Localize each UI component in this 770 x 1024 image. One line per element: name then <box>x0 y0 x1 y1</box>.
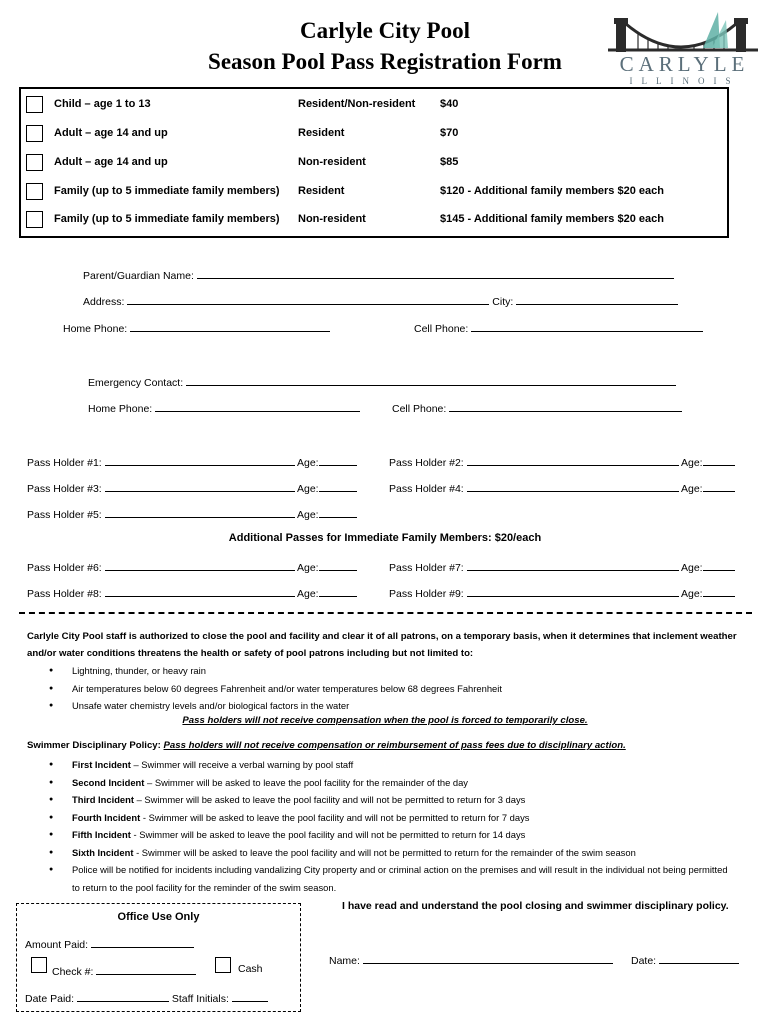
form-subtitle: Season Pool Pass Registration Form <box>208 49 562 74</box>
address-field[interactable] <box>127 293 489 305</box>
pass-price: $145 - Additional family members $20 each <box>440 213 664 225</box>
age-label: Age: <box>680 588 703 600</box>
closing-policy-intro: Carlyle City Pool staff is authorized to close the pool and facility and clear it of all patrons, on a temporary basis, when it determines that inclement weather and/or water conditions threatens the health or safety of pool patrons including but not limited to: <box>27 631 737 659</box>
discipline-note: Pass holders will not receive compensation or reimbursement of pass fees due to disciplinary action. <box>163 740 626 751</box>
age-field[interactable] <box>319 559 357 571</box>
additional-passes-heading: Additional Passes for Immediate Family Members: $20/each <box>228 532 542 544</box>
city-field[interactable] <box>516 293 678 305</box>
emergency-contact-field[interactable] <box>186 374 676 386</box>
pass-residency: Non-resident <box>298 213 366 225</box>
incident-item: ● Second Incident – Swimmer will be asked to leave the pool facility for the remainder of the day <box>27 774 747 792</box>
age-label: Age: <box>680 562 703 574</box>
age-label: Age: <box>680 457 703 469</box>
pass-option-row <box>21 93 727 115</box>
age-field[interactable] <box>319 585 357 597</box>
age-label: Age: <box>680 483 703 495</box>
police-notice: ● Police will be notified for incidents including vandalizing City property and or criminal action on the premises and will result in the individual not being permitted to return to the pool facility for the reminder of the swim season. <box>27 861 747 896</box>
section-divider <box>19 612 752 614</box>
pass-price: $120 - Additional family members $20 each <box>440 185 664 197</box>
age-label: Age: <box>296 457 319 469</box>
discipline-label: Swimmer Disciplinary Policy: <box>27 740 161 751</box>
pass-holder-name-field[interactable] <box>105 559 295 571</box>
home-phone-line <box>63 320 330 335</box>
pass-holder-label: Pass Holder #4: <box>389 483 464 495</box>
age-label: Age: <box>296 483 319 495</box>
pass-holder-label: Pass Holder #8: <box>27 588 102 600</box>
closing-conditions-list <box>27 662 747 715</box>
logo-subtext: ILLINOIS <box>629 76 740 86</box>
pass-option-checkbox[interactable] <box>26 125 43 142</box>
age-label: Age: <box>296 509 319 521</box>
emergency-cell-phone-field[interactable] <box>449 400 682 412</box>
amount-paid-line <box>25 936 194 951</box>
acknowledgement-statement: I have read and understand the pool closing and swimmer disciplinary policy. <box>342 900 729 912</box>
bridge-icon <box>608 12 758 52</box>
age-field[interactable] <box>703 585 735 597</box>
guardian-name-field[interactable] <box>197 267 674 279</box>
pass-holder-label: Pass Holder #1: <box>27 457 102 469</box>
pass-holder-label: Pass Holder #3: <box>27 483 102 495</box>
pass-option-row <box>21 208 727 230</box>
guardian-name-label: Parent/Guardian Name: <box>83 270 194 282</box>
cell-phone-field[interactable] <box>471 320 703 332</box>
age-field[interactable] <box>319 480 357 492</box>
pass-residency: Non-resident <box>298 156 366 168</box>
pass-holder-6 <box>27 559 357 574</box>
pass-holder-name-field[interactable] <box>105 480 295 492</box>
age-field[interactable] <box>703 559 735 571</box>
pass-option-checkbox[interactable] <box>26 183 43 200</box>
name-field[interactable] <box>363 952 613 964</box>
date-paid-label: Date Paid: <box>25 993 75 1005</box>
amount-paid-label: Amount Paid: <box>25 939 89 951</box>
pass-option-checkbox[interactable] <box>26 154 43 171</box>
age-label: Age: <box>296 588 319 600</box>
staff-initials-label: Staff Initials: <box>171 993 229 1005</box>
name-label: Name: <box>329 955 360 967</box>
emergency-contact-label: Emergency Contact: <box>88 377 184 389</box>
pass-holder-name-field[interactable] <box>467 454 679 466</box>
pass-holder-8 <box>27 585 357 600</box>
pass-residency: Resident/Non-resident <box>298 98 416 110</box>
home-phone-label: Home Phone: <box>63 323 128 335</box>
incident-item: ● First Incident – Swimmer will receive a verbal warning by pool staff <box>27 756 747 774</box>
home-phone-field[interactable] <box>130 320 330 332</box>
cash-label: Cash <box>238 963 263 975</box>
pass-holder-5 <box>27 506 357 521</box>
pass-holder-label: Pass Holder #6: <box>27 562 102 574</box>
pass-holder-name-field[interactable] <box>105 506 295 518</box>
pass-price: $85 <box>440 156 459 168</box>
incident-item: ● Sixth Incident - Swimmer will be asked to leave the pool facility and will not be permitted to return for the remainder of the swim season <box>27 844 747 862</box>
pass-holder-7 <box>389 559 735 574</box>
signature-name-line <box>329 952 613 967</box>
pass-holder-label: Pass Holder #9: <box>389 588 464 600</box>
emergency-cell-phone-line <box>392 400 682 415</box>
date-paid-field[interactable] <box>77 990 169 1002</box>
pass-option-row <box>21 122 727 144</box>
closing-condition: ● Air temperatures below 60 degrees Fahrenheit and/or water temperatures below 68 degrees Fahrenheit <box>27 680 747 698</box>
age-field[interactable] <box>703 480 735 492</box>
emergency-home-phone-label: Home Phone: <box>88 403 153 415</box>
discipline-incident-list <box>27 756 747 896</box>
form-title: Carlyle City Pool <box>300 18 470 43</box>
date-label: Date: <box>631 955 657 967</box>
office-use-title: Office Use Only <box>117 911 200 923</box>
incident-item: ● Fifth Incident - Swimmer will be asked to leave the pool facility and will not be permitted to return for 14 days <box>27 826 747 844</box>
check-number-field[interactable] <box>96 963 196 975</box>
address-label: Address: <box>83 296 125 308</box>
staff-initials-field[interactable] <box>232 990 268 1002</box>
pass-type: Family (up to 5 immediate family members) <box>54 185 280 197</box>
emergency-home-phone-line <box>88 400 360 415</box>
address-line <box>83 293 678 308</box>
pass-holder-name-field[interactable] <box>105 454 295 466</box>
pass-residency: Resident <box>298 185 345 197</box>
closing-condition: ● Unsafe water chemistry levels and/or biological factors in the water <box>27 697 747 715</box>
pass-holder-name-field[interactable] <box>467 559 679 571</box>
logo-wordmark: CARLYLE <box>619 52 750 76</box>
pass-holder-label: Pass Holder #2: <box>389 457 464 469</box>
discipline-policy-heading <box>27 740 626 751</box>
date-field[interactable] <box>659 952 739 964</box>
office-use-box <box>16 903 301 1012</box>
pass-type: Child – age 1 to 13 <box>54 98 151 110</box>
date-paid-line <box>25 990 268 1005</box>
pass-holder-9 <box>389 585 735 600</box>
closing-compensation-note: Pass holders will not receive compensation when the pool is forced to temporarily close. <box>182 715 588 726</box>
age-label: Age: <box>296 562 319 574</box>
pass-option-row <box>21 180 727 202</box>
age-field[interactable] <box>319 506 357 518</box>
pass-holder-4 <box>389 480 735 495</box>
pass-holder-label: Pass Holder #7: <box>389 562 464 574</box>
pass-residency: Resident <box>298 127 345 139</box>
check-checkbox[interactable] <box>31 957 47 973</box>
pass-holder-label: Pass Holder #5: <box>27 509 102 521</box>
pass-option-row <box>21 151 727 173</box>
emergency-contact-line <box>88 374 676 389</box>
pass-price: $70 <box>440 127 459 139</box>
check-number-label: Check #: <box>52 966 94 978</box>
pass-holder-name-field[interactable] <box>467 480 679 492</box>
age-field[interactable] <box>703 454 735 466</box>
pass-type: Adult – age 14 and up <box>54 127 168 139</box>
pass-option-checkbox[interactable] <box>26 211 43 228</box>
emergency-cell-phone-label: Cell Phone: <box>392 403 447 415</box>
incident-item: ● Fourth Incident - Swimmer will be asked to leave the pool facility and will not be permitted to return for 7 days <box>27 809 747 827</box>
pass-holder-2 <box>389 454 735 469</box>
pass-type: Family (up to 5 immediate family members) <box>54 213 280 225</box>
pass-price: $40 <box>440 98 459 110</box>
pass-holder-name-field[interactable] <box>105 585 295 597</box>
amount-paid-field[interactable] <box>91 936 194 948</box>
signature-date-line <box>631 952 739 967</box>
guardian-name-line <box>83 267 674 282</box>
check-number-line <box>52 963 196 978</box>
cash-checkbox[interactable] <box>215 957 231 973</box>
pass-type: Adult – age 14 and up <box>54 156 168 168</box>
incident-item: ● Third Incident – Swimmer will be asked to leave the pool facility and will not be permitted to return for 3 days <box>27 791 747 809</box>
pass-holder-3 <box>27 480 357 495</box>
pass-option-checkbox[interactable] <box>26 96 43 113</box>
closing-condition: ● Lightning, thunder, or heavy rain <box>27 662 747 680</box>
cell-phone-line <box>414 320 703 335</box>
emergency-home-phone-field[interactable] <box>155 400 360 412</box>
pass-holder-1 <box>27 454 357 469</box>
pass-holder-name-field[interactable] <box>467 585 679 597</box>
age-field[interactable] <box>319 454 357 466</box>
cell-phone-label: Cell Phone: <box>414 323 469 335</box>
pass-type-table <box>19 87 729 238</box>
city-label: City: <box>492 296 514 308</box>
